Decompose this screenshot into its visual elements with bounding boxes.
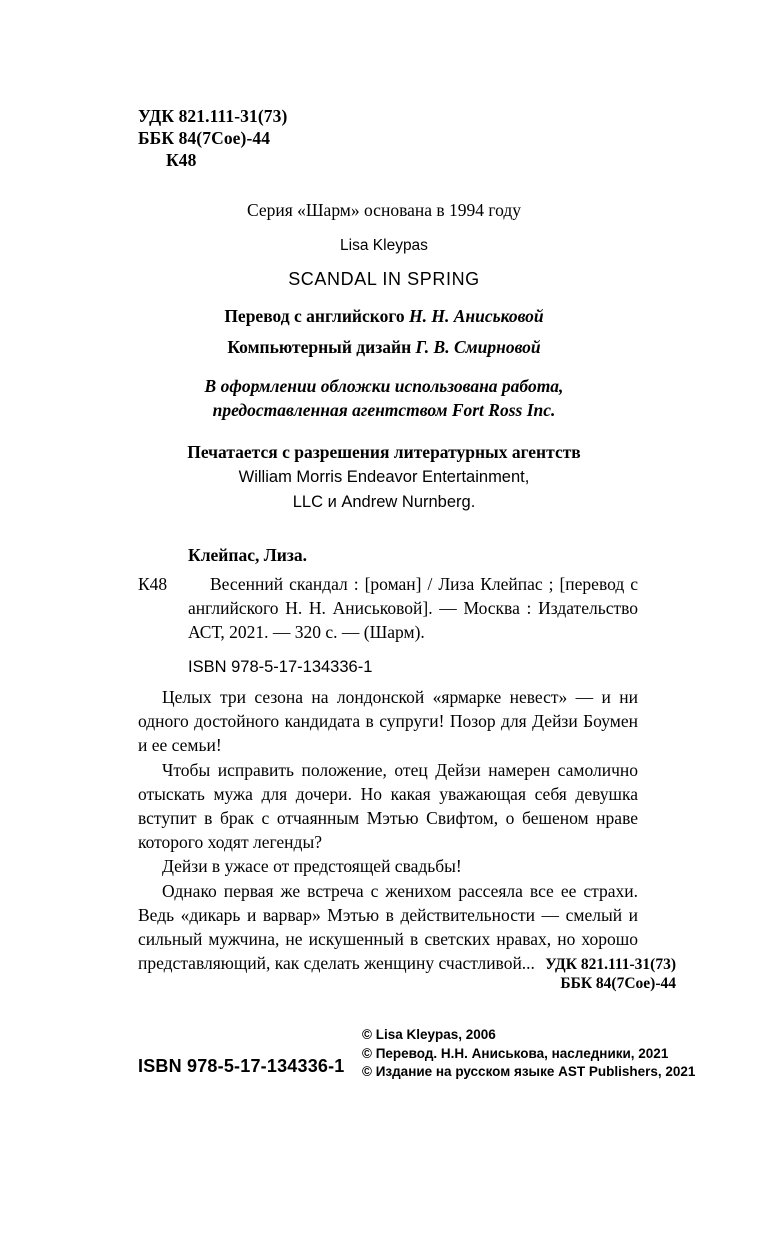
designer-name: Г. В. Смирновой [415, 337, 541, 357]
annotation-paragraph: Дейзи в ужасе от предстоящей свадьбы! [162, 856, 462, 877]
translation-label: Перевод с английского [224, 306, 410, 326]
udk-code: УДК 821.111-31(73) [138, 106, 288, 126]
copyright-line-translation: © Перевод. Н.Н. Аниськова, наследники, 2021 [362, 1045, 669, 1061]
shelf-code: К48 [166, 150, 197, 170]
copyright-line-original: © Lisa Kleypas, 2006 [362, 1027, 496, 1042]
design-credit [100, 337, 668, 358]
annotation-paragraph: Чтобы исправить положение, отец Дейзи намерен самолично отыскать мужа для дочери. Но какая уважающая себя девушка вступит в брак с отчаянным Мэтью Свифтом, о бешеном нраве которого ходят легенды? [138, 759, 638, 853]
translator-name: Н. Н. Аниськовой [409, 306, 544, 326]
bbk-code-repeat: ББК 84(7Сое)-44 [560, 975, 676, 992]
classification-repeat [545, 955, 676, 993]
cover-artwork-note-line2: предоставленная агентством Fort Ross Inc. [212, 400, 556, 420]
cover-artwork-note [100, 374, 668, 422]
permission-line3: LLC и Andrew Nurnberg. [292, 493, 476, 511]
annotation-paragraph: Однако первая же встреча с женихом рассеяла все ее страхи. Ведь «дикарь и варвар» Мэтью в действительности — смелый и сильный мужчина, не искушенный в светских нравах, но хорошо представляющий, как сделать женщину счастливой... [138, 880, 638, 974]
original-title: SCANDAL IN SPRING [288, 269, 480, 289]
cip-author: Клейпас, Лиза. [188, 545, 307, 565]
permission-line1: Печатается с разрешения литературных агентств [187, 442, 581, 462]
classification-block [138, 105, 287, 171]
cip-description: Весенний скандал : [роман] / Лиза Клейпас ; [перевод с английского Н. Н. Аниськовой]. — Москва : Издательство АСТ, 2021. — 320 с. — (Шарм). [188, 574, 638, 642]
design-label: Компьютерный дизайн [227, 337, 416, 357]
isbn-bottom: ISBN 978-5-17-134336-1 [138, 1056, 345, 1076]
copyright-block [362, 1026, 695, 1082]
bbk-code: ББК 84(7Сое)-44 [138, 128, 271, 148]
cip-shelf-code: К48 [138, 574, 168, 594]
annotation-block [138, 685, 638, 975]
cip-body [138, 572, 638, 644]
cataloguing-block [138, 545, 638, 677]
permission-line2: William Morris Endeavor Entertainment, [238, 468, 530, 486]
series-line: Серия «Шарм» основана в 1994 году [246, 200, 522, 220]
original-author: Lisa Kleypas [340, 237, 428, 254]
front-matter-block [100, 200, 668, 515]
annotation-paragraph: Целых три сезона на лондонской «ярмарке невест» — и ни одного достойного кандидата в супруги! Позор для Дейзи Боумен и ее семьи! [138, 687, 638, 756]
copyright-line-publisher: © Издание на русском языке AST Publishers, 2021 [362, 1064, 696, 1079]
udk-code-repeat: УДК 821.111-31(73) [545, 956, 676, 973]
cover-artwork-note-line1: В оформлении обложки использована работа, [204, 376, 564, 396]
permission-note [100, 440, 668, 515]
isbn-main: ISBN 978-5-17-134336-1 [188, 658, 373, 676]
translation-credit [100, 306, 668, 327]
